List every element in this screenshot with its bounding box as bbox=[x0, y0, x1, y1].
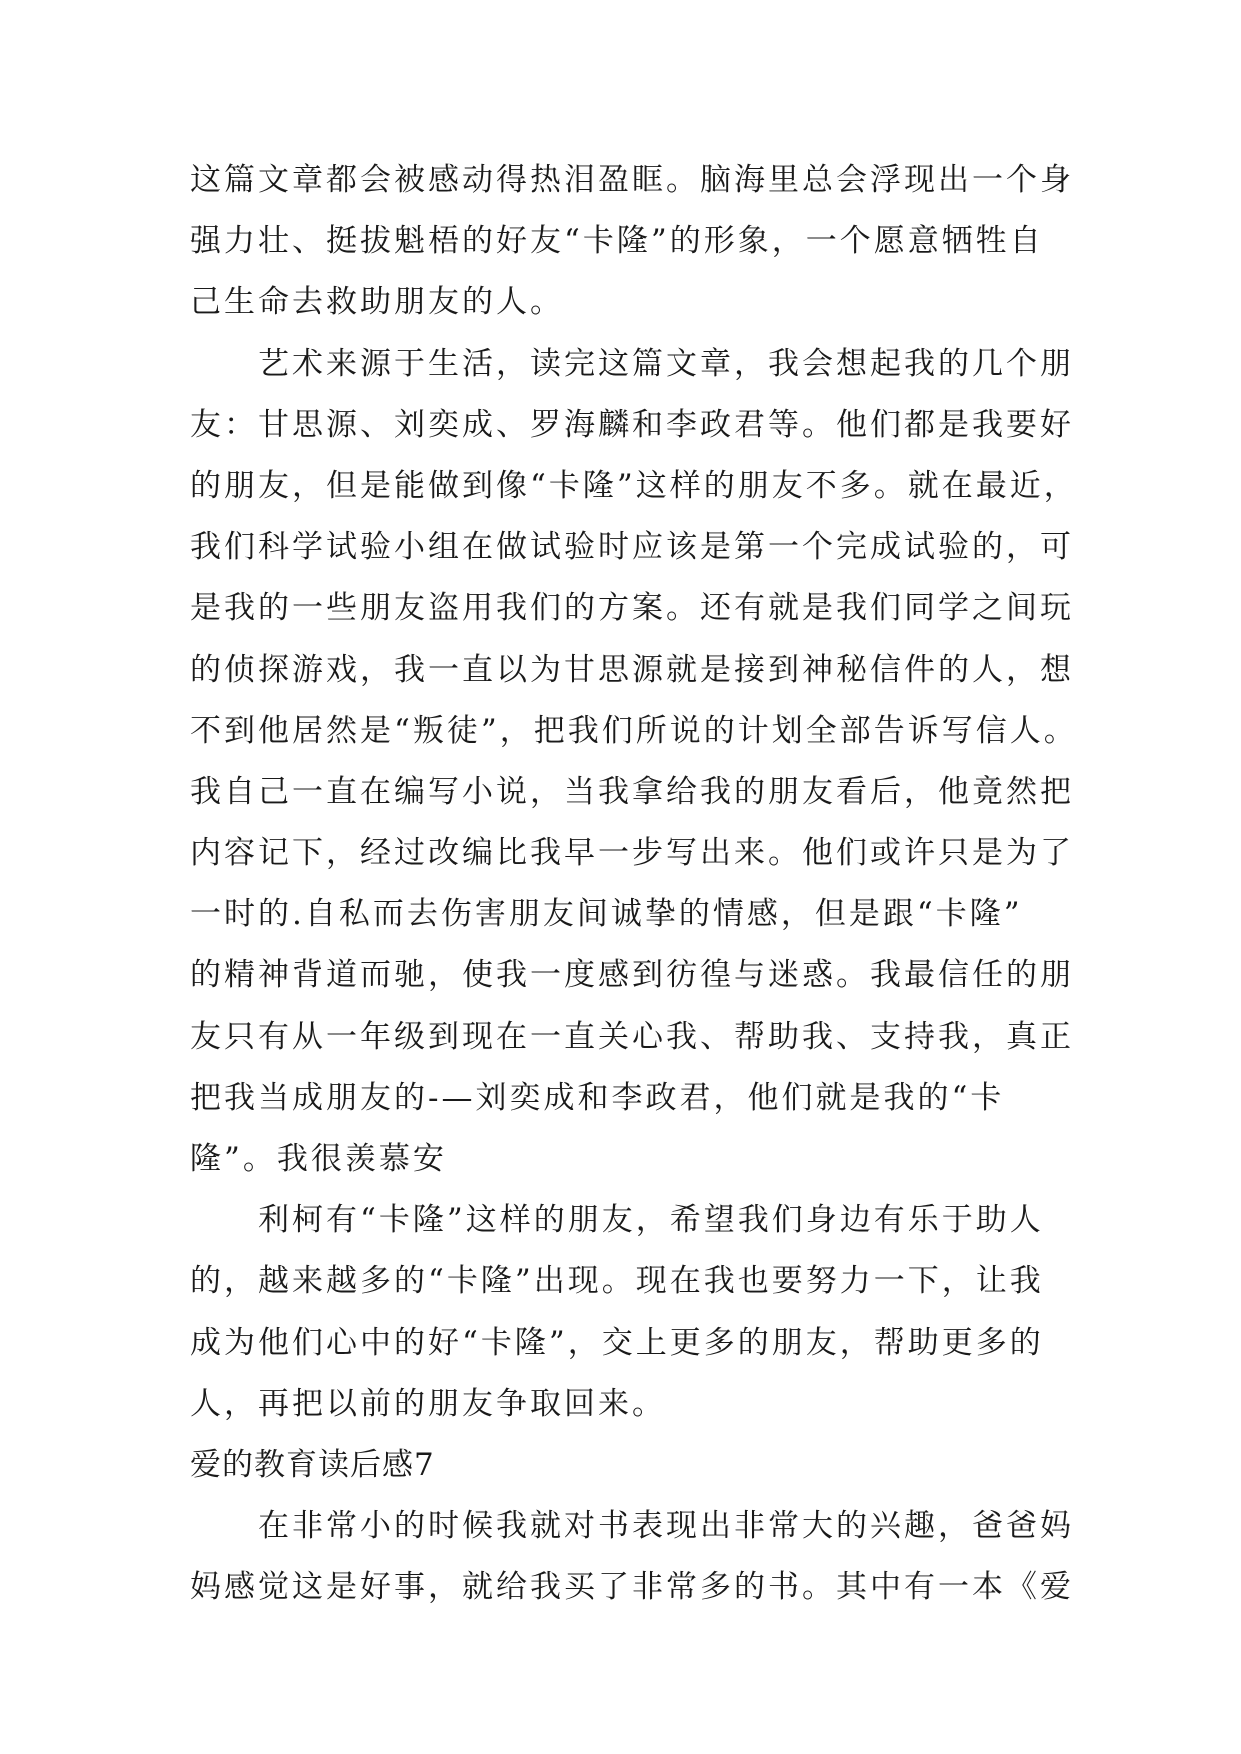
body-text bbox=[190, 150, 1078, 1619]
text-line: 的朋友，但是能做到像“卡隆”这样的朋友不多。就在最近， bbox=[190, 467, 1078, 504]
text-line: 我们科学试验小组在做试验时应该是第一个完成试验的，可 bbox=[190, 529, 1074, 566]
text-line: 把我当成朋友的-—刘奕成和李政君，他们就是我的“卡 bbox=[190, 1079, 1005, 1116]
text-line: 内容记下，经过改编比我早一步写出来。他们或许只是为了 bbox=[190, 835, 1074, 872]
text-line: 强力壮、挺拔魁梧的好友“卡隆”的形象，一个愿意牺牲自 bbox=[190, 223, 1044, 260]
text-line: 人，再把以前的朋友争取回来。 bbox=[190, 1385, 666, 1422]
text-line: 友只有从一年级到现在一直关心我、帮助我、支持我，真正 bbox=[190, 1018, 1074, 1055]
text-line: 艺术来源于生活，读完这篇文章，我会想起我的几个朋 bbox=[190, 345, 1074, 382]
text-line: 是我的一些朋友盗用我们的方案。还有就是我们同学之间玩 bbox=[190, 590, 1074, 627]
text-line: 己生命去救助朋友的人。 bbox=[190, 284, 564, 321]
text-line: 隆”。我很羡慕安 bbox=[190, 1141, 447, 1177]
text-line: 的侦探游戏，我一直以为甘思源就是接到神秘信件的人，想 bbox=[190, 651, 1074, 688]
text-line: 友：甘思源、刘奕成、罗海麟和李政君等。他们都是我要好 bbox=[190, 406, 1074, 443]
text-line: 这篇文章都会被感动得热泪盈眶。脑海里总会浮现出一个身 bbox=[190, 162, 1074, 198]
text-line: 的，越来越多的“卡隆”出现。现在我也要努力一下，让我 bbox=[190, 1263, 1044, 1300]
text-line: 的精神背道而驰，使我一度感到彷徨与迷惑。我最信任的朋 bbox=[190, 957, 1074, 994]
text-line: 一时的.自私而去伤害朋友间诚挚的情感，但是跟“卡隆” bbox=[190, 896, 1023, 933]
text-line: 在非常小的时候我就对书表现出非常大的兴趣，爸爸妈 bbox=[190, 1508, 1074, 1545]
text-line: 利柯有“卡隆”这样的朋友，希望我们身边有乐于助人 bbox=[190, 1202, 1044, 1239]
text-line: 妈感觉这是好事，就给我买了非常多的书。其中有一本《爱 bbox=[190, 1569, 1074, 1606]
section-heading: 爱的教育读后感7 bbox=[190, 1446, 435, 1483]
text-line: 我自己一直在编写小说，当我拿给我的朋友看后，他竟然把 bbox=[190, 773, 1074, 810]
text-line: 不到他居然是“叛徒”，把我们所说的计划全部告诉写信人。 bbox=[190, 712, 1078, 749]
text-line: 成为他们心中的好“卡隆”，交上更多的朋友，帮助更多的 bbox=[190, 1324, 1044, 1361]
